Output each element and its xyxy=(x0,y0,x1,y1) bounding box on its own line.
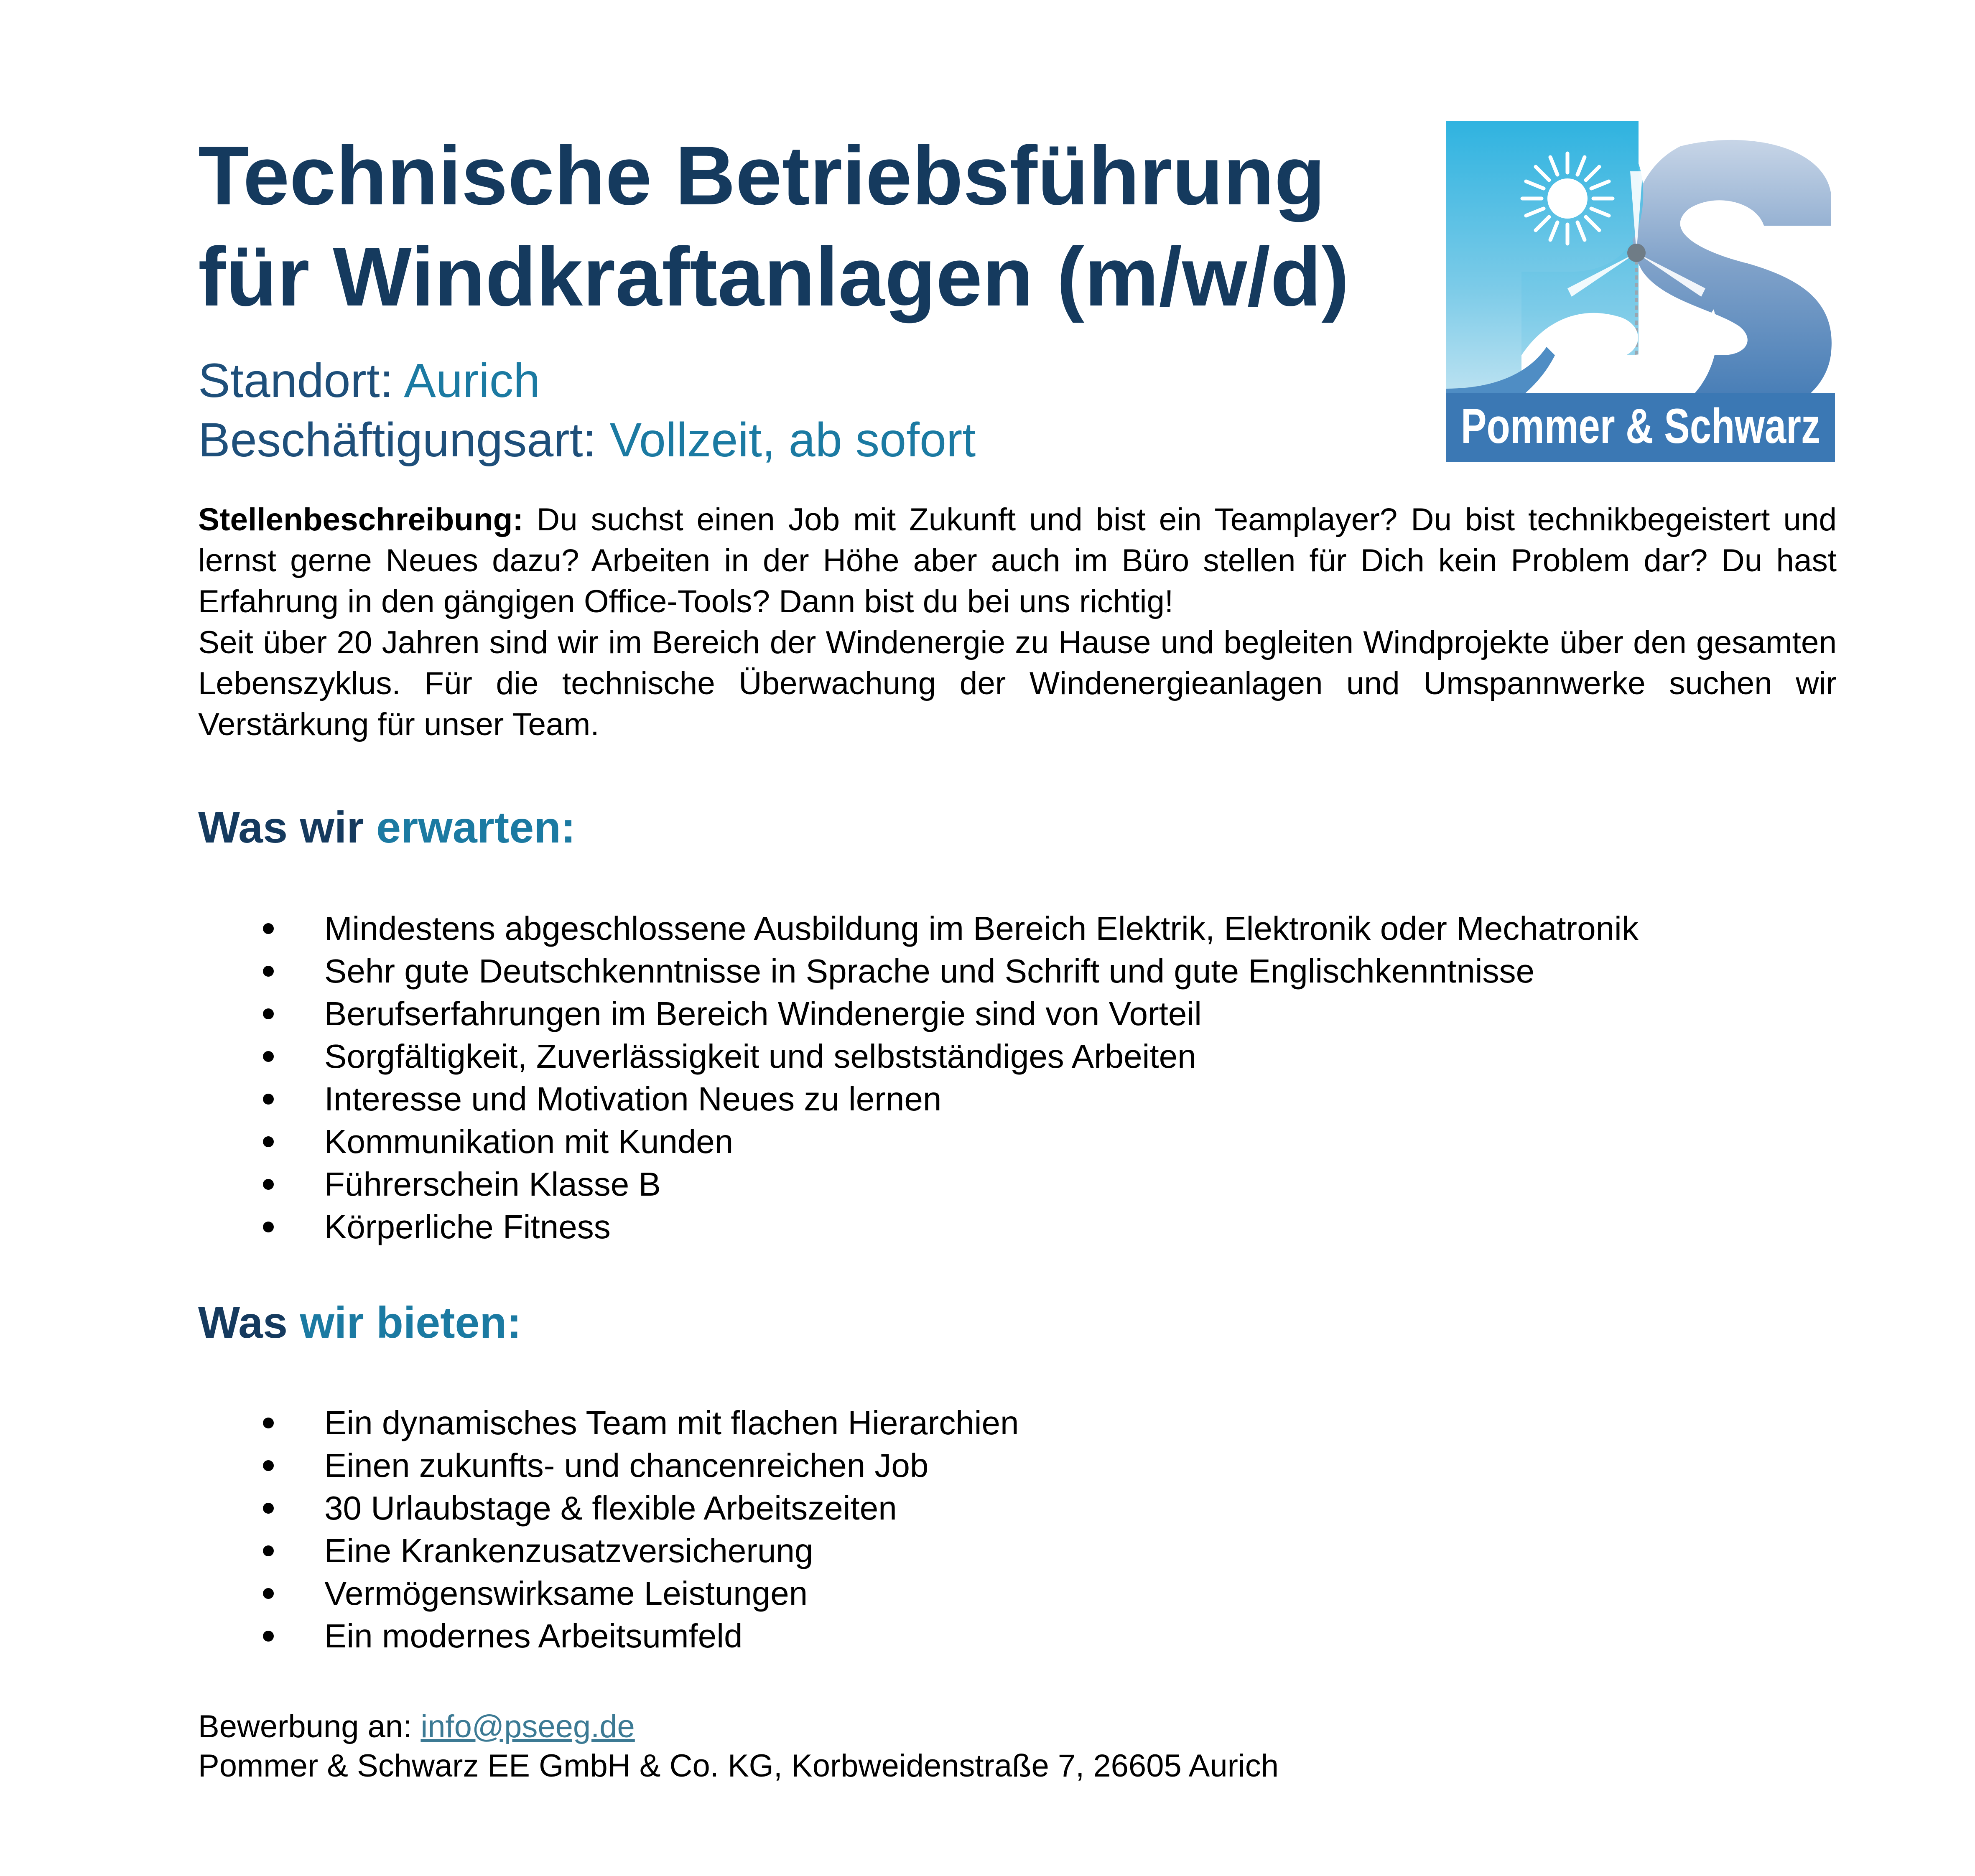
offer-heading-plain: Was xyxy=(198,1298,288,1347)
bullet-icon xyxy=(263,1008,274,1019)
page-title-line-2: für Windkraftanlagen (m/w/d) xyxy=(198,230,1349,323)
location-value: Aurich xyxy=(404,354,540,407)
expect-heading-plain: Was wir xyxy=(198,803,364,852)
bullet-icon xyxy=(263,1503,274,1514)
page-title xyxy=(198,125,1452,328)
employment-label: Beschäftigungsart: xyxy=(198,413,596,467)
list-item xyxy=(198,1615,1019,1657)
list-item-text: Ein dynamisches Team mit flachen Hierarchien xyxy=(324,1404,1019,1441)
description-text-1: Du suchst einen Job mit Zukunft und bist ein Teamplayer? Du bist technikbegeistert und lernst gerne Neues dazu? Arbeiten in der Höhe aber auch im Büro stellen für Dich kein Problem dar? Du hast Erfahrung in den gängigen Office-Tools? Dann bist du bei uns richtig! xyxy=(198,502,1837,619)
list-item xyxy=(198,1487,1019,1530)
bullet-icon xyxy=(263,923,274,934)
list-item-text: Berufserfahrungen im Bereich Windenergie sind von Vorteil xyxy=(324,995,1202,1032)
location-label: Standort: xyxy=(198,354,393,407)
employment-row xyxy=(198,410,976,470)
description-lead: Stellenbeschreibung: xyxy=(198,502,523,537)
sun-icon xyxy=(1522,153,1613,244)
bullet-icon xyxy=(263,1588,274,1599)
list-item xyxy=(198,1206,1639,1248)
application-footer xyxy=(198,1707,1279,1786)
apply-label: Bewerbung an: xyxy=(198,1709,412,1744)
description-paragraph-1 xyxy=(198,499,1837,622)
bullet-icon xyxy=(263,1631,274,1642)
bullet-icon xyxy=(263,1179,274,1190)
list-item xyxy=(198,1444,1019,1487)
list-item xyxy=(198,1163,1639,1206)
bullet-icon xyxy=(263,1136,274,1147)
list-item xyxy=(198,1035,1639,1078)
description-paragraph-2: Seit über 20 Jahren sind wir im Bereich der Windenergie zu Hause und begleiten Windprojekte über den gesamten Lebenszyklus. Für die technische Überwachung der Windenergieanlagen und Umspannwerke suchen wir Verstärkung für unser Team. xyxy=(198,625,1837,742)
bullet-icon xyxy=(263,1418,274,1428)
offer-list xyxy=(198,1402,1019,1657)
bullet-icon xyxy=(263,1222,274,1232)
list-item xyxy=(198,1530,1019,1572)
list-item-text: Vermögenswirksame Leistungen xyxy=(324,1575,808,1612)
list-item xyxy=(198,1402,1019,1444)
list-item xyxy=(198,907,1639,950)
list-item-text: Kommunikation mit Kunden xyxy=(324,1123,734,1160)
list-item-text: Körperliche Fitness xyxy=(324,1208,611,1245)
bullet-icon xyxy=(263,1460,274,1471)
bullet-icon xyxy=(263,966,274,977)
bullet-icon xyxy=(263,1545,274,1556)
list-item xyxy=(198,950,1639,993)
location-row xyxy=(198,351,976,410)
list-item-text: Eine Krankenzusatzversicherung xyxy=(324,1532,813,1569)
list-item-text: Ein modernes Arbeitsumfeld xyxy=(324,1617,743,1655)
job-meta xyxy=(198,351,976,470)
page-title-line-1: Technische Betriebsführung xyxy=(198,129,1325,222)
company-logo xyxy=(1446,121,1835,462)
offer-heading-accent: wir bieten: xyxy=(300,1298,522,1347)
logo-wordmark: Pommer & Schwarz xyxy=(1461,399,1820,454)
bullet-icon xyxy=(263,1094,274,1105)
list-item xyxy=(198,1078,1639,1120)
list-item-text: Einen zukunfts- und chancenreichen Job xyxy=(324,1447,929,1484)
expect-heading xyxy=(198,800,576,855)
list-item xyxy=(198,1572,1019,1615)
expect-heading-accent: erwarten: xyxy=(376,803,576,852)
bullet-icon xyxy=(263,1051,274,1062)
list-item-text: Mindestens abgeschlossene Ausbildung im Bereich Elektrik, Elektronik oder Mechatronik xyxy=(324,910,1639,947)
list-item-text: Interesse und Motivation Neues zu lernen xyxy=(324,1080,942,1117)
offer-heading xyxy=(198,1296,522,1350)
job-description xyxy=(198,499,1837,745)
company-address: Pommer & Schwarz EE GmbH & Co. KG, Korbweidenstraße 7, 26605 Aurich xyxy=(198,1748,1279,1784)
employment-value: Vollzeit, ab sofort xyxy=(609,413,976,467)
email-link[interactable]: info@pseeg.de xyxy=(420,1709,635,1744)
list-item xyxy=(198,993,1639,1035)
list-item-text: Führerschein Klasse B xyxy=(324,1166,661,1203)
apply-row xyxy=(198,1707,1279,1746)
list-item-text: Sorgfältigkeit, Zuverlässigkeit und selbstständiges Arbeiten xyxy=(324,1038,1196,1075)
list-item xyxy=(198,1120,1639,1163)
list-item-text: Sehr gute Deutschkenntnisse in Sprache und Schrift und gute Englischkenntnisse xyxy=(324,952,1535,990)
list-item-text: 30 Urlaubstage & flexible Arbeitszeiten xyxy=(324,1489,897,1527)
expect-list xyxy=(198,907,1639,1248)
